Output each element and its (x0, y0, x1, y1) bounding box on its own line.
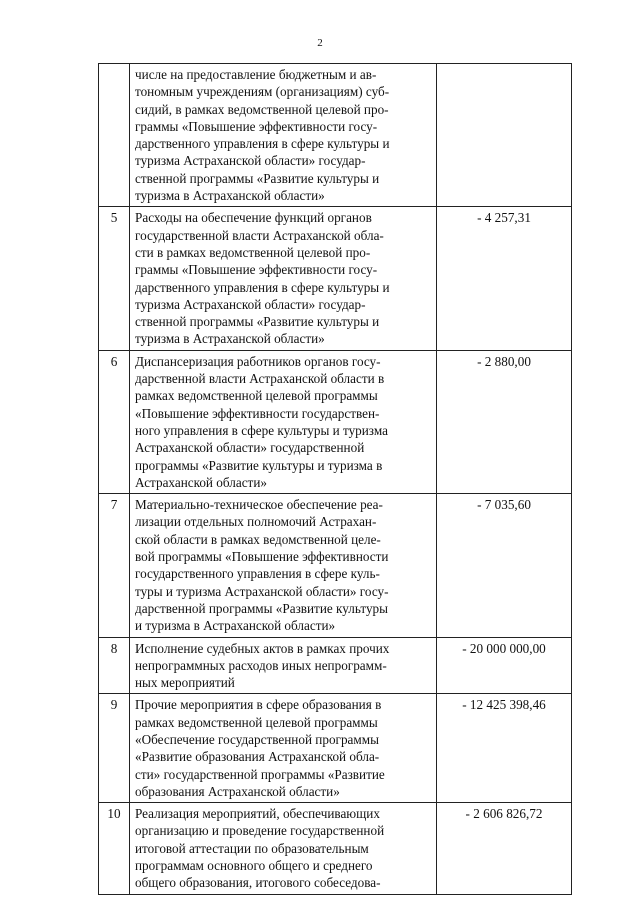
text-line: граммы «Повышение эффективности госу- (135, 118, 378, 134)
text-line: числе на предоставление бюджетным и ав- (135, 67, 377, 82)
amount: - 2 880,00 (477, 353, 531, 369)
text-line: Диспансеризация работников органов госу- (135, 353, 381, 369)
expense-description (130, 64, 437, 207)
text-line: рамках ведомственной целевой программы (135, 714, 378, 730)
text-line: образования Астраханской области» (135, 783, 340, 799)
amount: - 4 257,31 (477, 210, 531, 226)
text-line: Реализация мероприятий, обеспечивающих (135, 806, 380, 822)
text-line: итоговой аттестации по образовательным (135, 840, 369, 856)
row-number: 5 (99, 207, 130, 350)
text-line: ных мероприятий (135, 675, 235, 691)
table-row (99, 64, 572, 207)
text-line: общего образования, итогового собеседова- (135, 875, 381, 891)
text-line: ного управления в сфере культуры и туризма (135, 422, 388, 438)
row-number (99, 64, 130, 207)
text-line: вой программы «Повышение эффективности (135, 549, 389, 565)
text-line: туризма в Астраханской области» (135, 188, 325, 204)
amount: - 7 035,60 (477, 497, 531, 513)
text-line: дарственной программы «Развитие культуры (135, 600, 388, 616)
text-line: дарственного управления в сфере культуры и (135, 279, 390, 295)
text-line: ственной программы «Развитие культуры и (135, 170, 380, 186)
table-row (99, 694, 572, 803)
amount-cell (437, 803, 572, 894)
text-line: Астраханской области» государственной (135, 440, 365, 456)
amount-cell (437, 207, 572, 350)
row-number: 9 (99, 694, 130, 803)
text-line: тономным учреждениям (организациям) суб- (135, 84, 390, 100)
amount-cell (437, 494, 572, 637)
text-line: рамках ведомственной целевой программы (135, 388, 378, 404)
text-line: непрограммных расходов иных непрограмм- (135, 657, 387, 673)
expense-description (130, 803, 437, 894)
text-line: Материально-техническое обеспечение реа- (135, 497, 383, 513)
text-line: граммы «Повышение эффективности госу- (135, 262, 378, 278)
amount-cell (437, 350, 572, 493)
table-row (99, 637, 572, 694)
amount-cell (437, 694, 572, 803)
table-row (99, 207, 572, 350)
row-number: 10 (99, 803, 130, 894)
table-row (99, 350, 572, 493)
expense-description (130, 694, 437, 803)
text-line: сти» государственной программы «Развитие (135, 766, 385, 782)
amount: - 20 000 000,00 (462, 640, 546, 656)
text-line: программам основного общего и среднего (135, 858, 373, 874)
expense-description (130, 350, 437, 493)
text-line: ственной программы «Развитие культуры и (135, 314, 380, 330)
row-number: 6 (99, 350, 130, 493)
text-line: Астраханской области» (135, 474, 267, 490)
table-row (99, 803, 572, 894)
text-line: лизации отдельных полномочий Астрахан- (135, 514, 377, 530)
text-line: туризма в Астраханской области» (135, 331, 325, 347)
text-line: государственного управления в сфере куль- (135, 566, 380, 582)
text-line: дарственного управления в сфере культуры и (135, 136, 390, 152)
expense-description (130, 637, 437, 694)
row-number: 8 (99, 637, 130, 694)
amount: - 2 606 826,72 (465, 806, 543, 822)
text-line: туризма Астраханской области» государ- (135, 153, 366, 169)
text-line: «Обеспечение государственной программы (135, 731, 379, 747)
text-line: сти в рамках ведомственной целевой про- (135, 244, 371, 260)
text-line: сидий, в рамках ведомственной целевой про- (135, 101, 389, 117)
text-line: туризма Астраханской области» государ- (135, 296, 366, 312)
text-line: организацию и проведение государственной (135, 823, 385, 839)
text-line: ской области в рамках ведомственной целе- (135, 531, 381, 547)
text-line: «Повышение эффективности государствен- (135, 405, 380, 421)
text-line: государственной власти Астраханской обла- (135, 227, 384, 243)
amount: - 12 425 398,46 (462, 697, 546, 713)
page-number: 2 (317, 37, 323, 49)
text-line: дарственной власти Астраханской области в (135, 371, 385, 387)
budget-table (98, 63, 572, 895)
expense-description (130, 207, 437, 350)
row-number: 7 (99, 494, 130, 637)
amount-cell (437, 64, 572, 207)
text-line: Прочие мероприятия в сфере образования в (135, 697, 382, 713)
text-line: Исполнение судебных актов в рамках прочих (135, 640, 390, 656)
amount-cell (437, 637, 572, 694)
text-line: Расходы на обеспечение функций органов (135, 210, 372, 226)
text-line: туры и туризма Астраханской области» госу- (135, 583, 389, 599)
text-line: «Развитие образования Астраханской обла- (135, 749, 380, 765)
table-row (99, 494, 572, 637)
text-line: и туризма в Астраханской области» (135, 618, 336, 634)
text-line: программы «Развитие культуры и туризма в (135, 457, 383, 473)
expense-description (130, 494, 437, 637)
